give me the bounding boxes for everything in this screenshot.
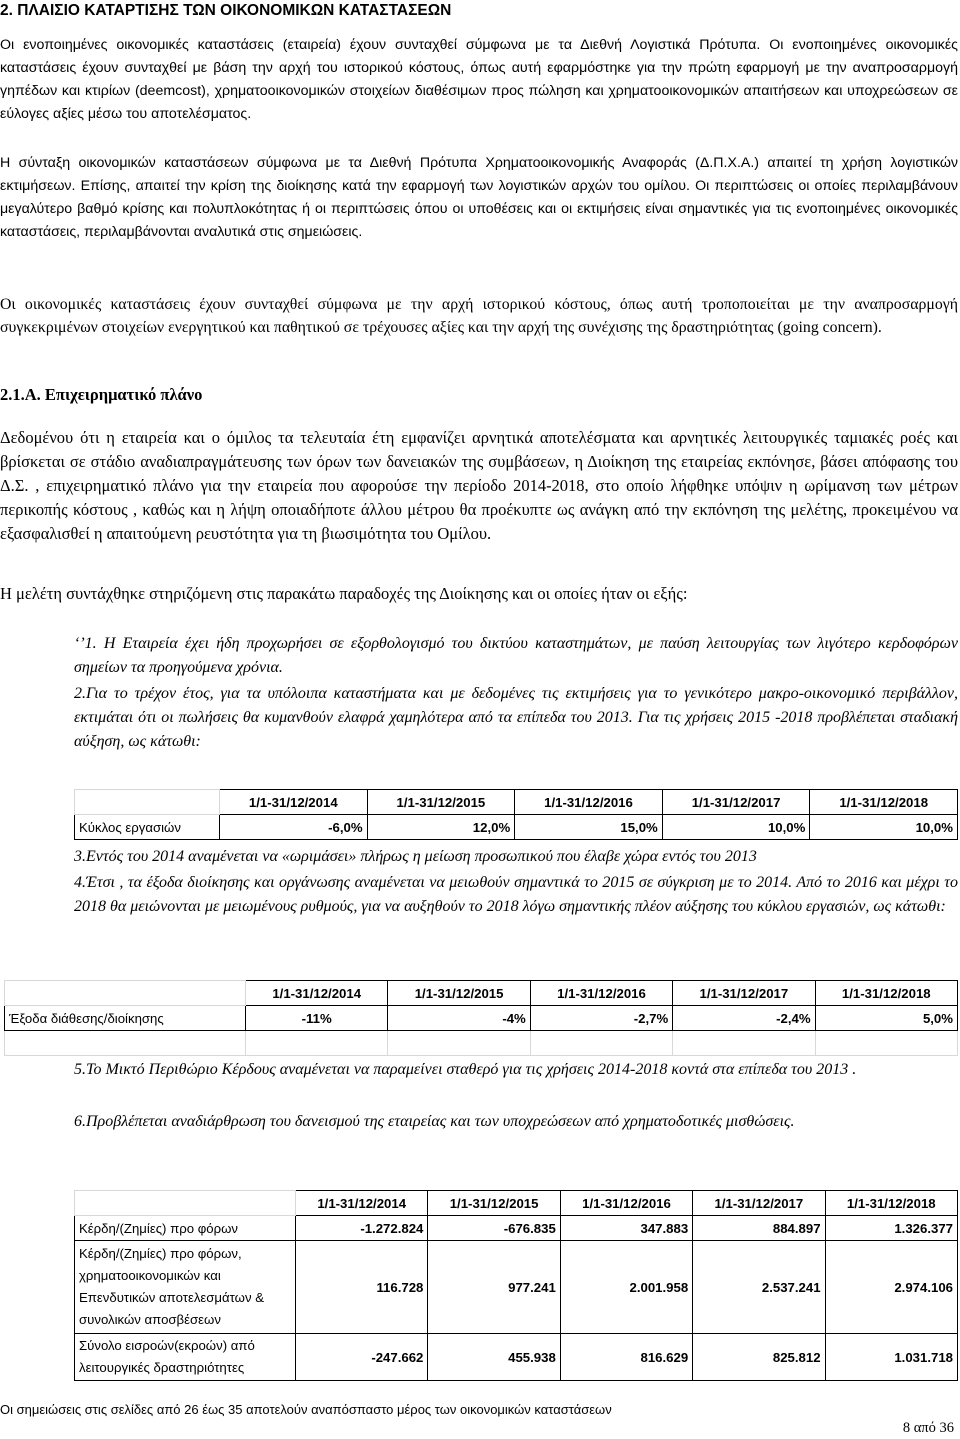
table-row <box>75 1334 958 1381</box>
table-cell: -676.835 <box>428 1216 560 1241</box>
empty-cell <box>75 1191 296 1216</box>
period-header: 1/1-31/12/2015 <box>388 981 530 1006</box>
row-label: Σύνολο εισροών(εκροών) από λειτουργικές δραστηριότητες <box>75 1334 296 1381</box>
row-label: Έξοδα διάθεσης/διοίκησης <box>5 1006 246 1031</box>
table-row <box>5 1006 958 1031</box>
table-cell: 5,0% <box>815 1006 957 1031</box>
table-cell: 2.974.106 <box>825 1241 957 1334</box>
paragraph-accounting-standards: Οι ενοποιημένες οικονομικές καταστάσεις (εταιρεία) έχουν συνταχθεί σύμφωνα με τα Διεθνή Λογιστικά Πρότυπα. Οι ενοποιημένες οικονομικές καταστάσεις έχουν συνταχθεί με βάση την αρχή του ιστορικού κόστους, όπως αυτή εφαρμόστηκε για την πρώτη εφαρμογή με την αναπροσαρμογή γηπέδων και κτιρίων (deemcost), χρηματοοικονομικών στοιχείων διαθέσιμων προς πώληση και χρηματοοικονομικών απαιτήσεων και υποχρεώσεων σε εύλογες αξίες μέσω του αποτελέσματος. <box>0 37 958 122</box>
assumption-2: 2.Για το τρέχον έτος, για τα υπόλοιπα καταστήματα και με δεδομένες τις εκτιμήσεις για το γενικότερο μακρο-οικονομικό περιβάλλον, εκτιμάται ότι οι πωλήσεις θα κυμανθούν ελαφρά χαμηλότερα από τα επίπεδα του 2013. Για τις χρήσεις 2015 -2018 προβλέπεται σταδιακή αύξηση, ως κάτωθι: <box>74 685 958 750</box>
empty-cell <box>530 1031 672 1056</box>
paragraph-business-plan: Δεδομένου ότι η εταιρεία και ο όμιλος τα τελευταία έτη εμφανίζει αρνητικά αποτελέσματα και αρνητικές λειτουργικές ταμιακές ροές και βρίσκεται σε στάδιο αναδιαπραγμάτευσης των όρων των δανειακών της συμβάσεων, η Διοίκηση της εταιρείας εκπόνησε, βάσει απόφασης του Δ.Σ. , επιχειρηματικό πλάνο για την εταιρεία που αφορούσε την περίοδο 2014-2018, στο οποίο λήφθηκε υπόψιν η ωρίμανση των μέτρων περικοπής κόστους , καθώς και η λήψη οποιαδήποτε άλλου μέτρου θα προέκυπτε ως ανάγκη από την εκπόνηση της μελέτης, προκειμένου να εξασφαλισθεί η απαιτούμενη ρευστότητα για τη βιωσιμότητα του Ομίλου. <box>0 428 958 543</box>
results-table <box>74 1190 958 1381</box>
period-header: 1/1-31/12/2018 <box>825 1191 957 1216</box>
period-header: 1/1-31/12/2016 <box>560 1191 692 1216</box>
table-cell: 10,0% <box>810 815 958 840</box>
empty-cell <box>815 1031 957 1056</box>
table-cell: 1.326.377 <box>825 1216 957 1241</box>
empty-cell <box>5 981 246 1006</box>
period-header: 1/1-31/12/2018 <box>810 790 958 815</box>
empty-cell <box>5 1031 246 1056</box>
table-cell: 884.897 <box>693 1216 825 1241</box>
table-cell: -2,7% <box>530 1006 672 1031</box>
table-row <box>75 815 958 840</box>
table-cell: 116.728 <box>296 1241 428 1334</box>
table-cell: 12,0% <box>367 815 515 840</box>
paragraph-historical-cost: Οι οικονομικές καταστάσεις έχουν συνταχθεί σύμφωνα με την αρχή ιστορικού κόστους, όπως αυτή τροποποιείται με την αναπροσαρμογή συγκεκριμένων στοιχείων ενεργητικού και παθητικού σε τρέχουσες αξίες και την αρχή της συνέχισης της δραστηριότητας (going concern). <box>0 296 958 336</box>
table-row <box>5 1031 958 1056</box>
empty-cell <box>246 1031 388 1056</box>
period-header: 1/1-31/12/2017 <box>673 981 815 1006</box>
table-cell: 1.031.718 <box>825 1334 957 1381</box>
row-label: Κέρδη/(Ζημίες) προ φόρων <box>75 1216 296 1241</box>
period-header: 1/1-31/12/2018 <box>815 981 957 1006</box>
period-header: 1/1-31/12/2017 <box>662 790 810 815</box>
table-header-row <box>75 790 958 815</box>
period-header: 1/1-31/12/2014 <box>246 981 388 1006</box>
paragraph-assumptions-intro: Η μελέτη συντάχθηκε στηριζόμενη στις παρακάτω παραδοχές της Διοίκησης και οι οποίες ήταν οι εξής: <box>0 584 688 603</box>
expenses-table <box>4 980 958 1056</box>
business-plan-title: 2.1.Α. Επιχειρηματικό πλάνο <box>0 385 203 404</box>
period-header: 1/1-31/12/2017 <box>693 1191 825 1216</box>
empty-cell <box>75 790 220 815</box>
table-cell: 455.938 <box>428 1334 560 1381</box>
table-row <box>75 1241 958 1334</box>
footer-note: Οι σημειώσεις στις σελίδες από 26 έως 35 αποτελούν αναπόσπαστο μέρος των οικονομικών καταστάσεων <box>0 1402 612 1417</box>
period-header: 1/1-31/12/2015 <box>367 790 515 815</box>
table-row <box>75 1216 958 1241</box>
period-header: 1/1-31/12/2014 <box>220 790 368 815</box>
table-cell: 825.812 <box>693 1334 825 1381</box>
table-cell: 2.537.241 <box>693 1241 825 1334</box>
table-header-row <box>75 1191 958 1216</box>
table-cell: 977.241 <box>428 1241 560 1334</box>
empty-cell <box>388 1031 530 1056</box>
page-number: 8 από 36 <box>902 1420 954 1436</box>
table-cell: -4% <box>388 1006 530 1031</box>
table-cell: 2.001.958 <box>560 1241 692 1334</box>
table-cell: -2,4% <box>673 1006 815 1031</box>
table-cell: -11% <box>246 1006 388 1031</box>
period-header: 1/1-31/12/2014 <box>296 1191 428 1216</box>
table-cell: 347.883 <box>560 1216 692 1241</box>
assumption-6: 6.Προβλέπεται αναδιάρθρωση του δανεισμού της εταιρείας και των υποχρεώσεων από χρηματοδοτικές μισθώσεις. <box>74 1113 795 1130</box>
table-cell: -1.272.824 <box>296 1216 428 1241</box>
row-label: Κέρδη/(Ζημίες) προ φόρων, χρηματοοικονομικών και Επενδυτικών αποτελεσμάτων & συνολικών αποσβέσεων <box>75 1241 296 1334</box>
table-cell: 10,0% <box>662 815 810 840</box>
assumption-3: 3.Εντός του 2014 αναμένεται να «ωριμάσει» πλήρως η μείωση προσωπικού που έλαβε χώρα εντός του 2013 <box>74 848 757 865</box>
assumption-1: ‘’1. Η Εταιρεία έχει ήδη προχωρήσει σε εξορθολογισμό του δικτύου καταστημάτων, με παύση λειτουργίας των λιγότερο κερδοφόρων σημείων τα προηγούμενα χρόνια. <box>74 635 958 676</box>
paragraph-estimates: Η σύνταξη οικονομικών καταστάσεων σύμφωνα με τα Διεθνή Πρότυπα Χρηματοοικονομικής Αναφοράς (Δ.Π.Χ.Α.) απαιτεί τη χρήση λογιστικών εκτιμήσεων. Επίσης, απαιτεί την κρίση της διοίκησης κατά την εφαρμογή των λογιστικών αρχών του ομίλου. Οι περιπτώσεις οι οποίες περιλαμβάνουν μεγαλύτερο βαθμό κρίσης και πολυπλοκότητας ή οι περιπτώσεις όπου οι υποθέσεις και οι εκτιμήσεις είναι σημαντικές για τις ενοποιημένες οικονομικές καταστάσεις, περιλαμβάνονται αναλυτικά στις σημειώσεις. <box>0 155 958 240</box>
period-header: 1/1-31/12/2015 <box>428 1191 560 1216</box>
section-heading: 2. ΠΛΑΙΣΙΟ ΚΑΤΑΡΤΙΣΗΣ ΤΩΝ ΟΙΚΟΝΟΜΙΚΩΝ ΚΑΤΑΣΤΑΣΕΩΝ <box>0 2 452 19</box>
period-header: 1/1-31/12/2016 <box>515 790 663 815</box>
empty-cell <box>673 1031 815 1056</box>
table-header-row <box>5 981 958 1006</box>
table-cell: -247.662 <box>296 1334 428 1381</box>
table-cell: 816.629 <box>560 1334 692 1381</box>
period-header: 1/1-31/12/2016 <box>530 981 672 1006</box>
assumption-5: 5.Το Μικτό Περιθώριο Κέρδους αναμένεται να παραμείνει σταθερό για τις χρήσεις 2014-2018 κοντά στα επίπεδα του 2013 . <box>74 1061 857 1078</box>
row-label: Κύκλος εργασιών <box>75 815 220 840</box>
table-cell: 15,0% <box>515 815 663 840</box>
table-cell: -6,0% <box>220 815 368 840</box>
turnover-table <box>74 789 958 840</box>
assumption-4: 4.Έτσι , τα έξοδα διοίκησης και οργάνωσης αναμένεται να μειωθούν σημαντικά το 2015 σε σύγκριση με το 2014. Από το 2016 και μέχρι το 2018 θα μειώνονται με μειωμένους ρυθμούς, για να αυξηθούν το 2018 λόγω σημαντικής πλέον αύξησης του κύκλου εργασιών, ως κάτωθι: <box>74 874 958 915</box>
